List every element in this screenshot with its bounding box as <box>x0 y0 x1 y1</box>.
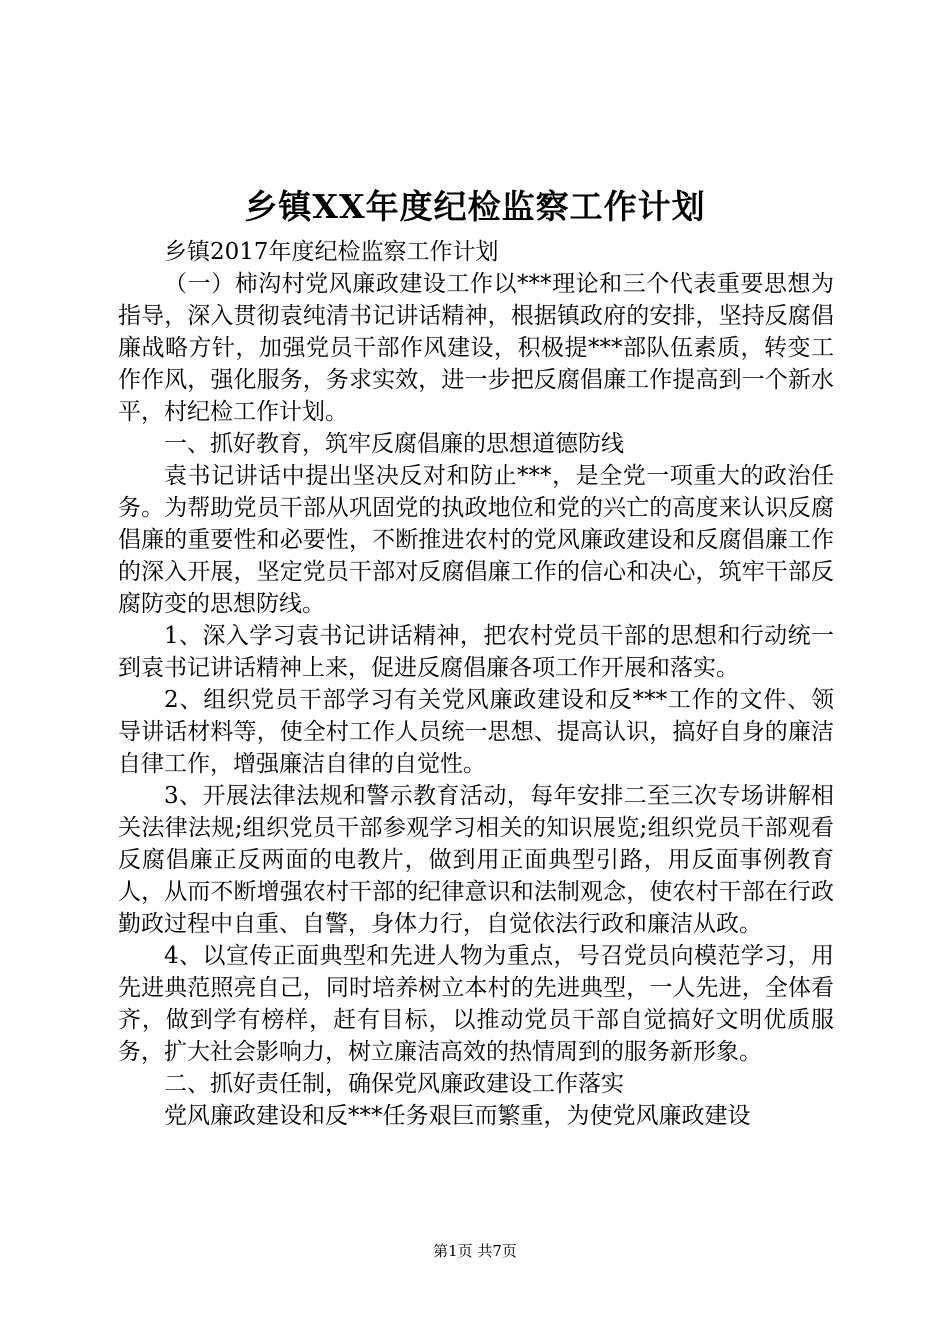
section-heading-2: 二、抓好责任制，确保党风廉政建设工作落实 <box>164 1071 624 1097</box>
document-title: 乡镇XX年度纪检监察工作计划 <box>244 187 706 226</box>
body-paragraph-continued: 党风廉政建设和反***任务艰巨而繁重，为使党风廉政建设 <box>164 1103 751 1129</box>
list-item-2: 2、组织党员干部学习有关党风廉政建设和反***工作的文件、领导讲话材料等，使全村工作人员统一思想、提高认识，搞好自身的廉洁自律工作，增强廉洁自律的自觉性。 <box>118 687 834 777</box>
intro-paragraph: （一）柿沟村党风廉政建设工作以***理论和三个代表重要思想为指导，深入贯彻袁纯清书记讲话精神，根据镇政府的安排，坚持反腐倡廉战略方针，加强党员干部作风建设，积极提***部队伍素质，转变工作作风，强化服务，务求实效，进一步把反腐倡廉工作提高到一个新水平，村纪检工作计划。 <box>118 271 834 425</box>
list-item-4: 4、以宣传正面典型和先进人物为重点，号召党员向模范学习，用先进典范照亮自己，同时培养树立本村的先进典型，一人先进，全体看齐，做到学有榜样，赶有目标，以推动党员干部自觉搞好文明优质服务，扩大社会影响力，树立廉洁高效的热情周到的服务新形象。 <box>118 943 834 1065</box>
page-number-footer: 第1页 共7页 <box>433 1242 517 1260</box>
document-body <box>118 236 834 1132</box>
list-item-1: 1、深入学习袁书记讲话精神，把农村党员干部的思想和行动统一到袁书记讲话精神上来，促进反腐倡廉各项工作开展和落实。 <box>118 623 834 681</box>
body-paragraph: 袁书记讲话中提出坚决反对和防止***，是全党一项重大的政治任务。为帮助党员干部从巩固党的执政地位和党的兴亡的高度来认识反腐倡廉的重要性和必要性，不断推进农村的党风廉政建设和反腐倡廉工作的深入开展，坚定党员干部对反腐倡廉工作的信心和决心，筑牢干部反腐防变的思想防线。 <box>118 463 834 617</box>
subtitle-paragraph: 乡镇2017年度纪检监察工作计划 <box>164 239 499 265</box>
section-heading-1: 一、抓好教育，筑牢反腐倡廉的思想道德防线 <box>164 431 624 457</box>
list-item-3: 3、开展法律法规和警示教育活动，每年安排二至三次专场讲解相关法律法规;组织党员干部参观学习相关的知识展览;组织党员干部观看反腐倡廉正反两面的电教片，做到用正面典型引路，用反面事例教育人，从而不断增强农村干部的纪律意识和法制观念，使农村干部在行政勤政过程中自重、自警，身体力行，自觉依法行政和廉洁从政。 <box>118 783 834 937</box>
